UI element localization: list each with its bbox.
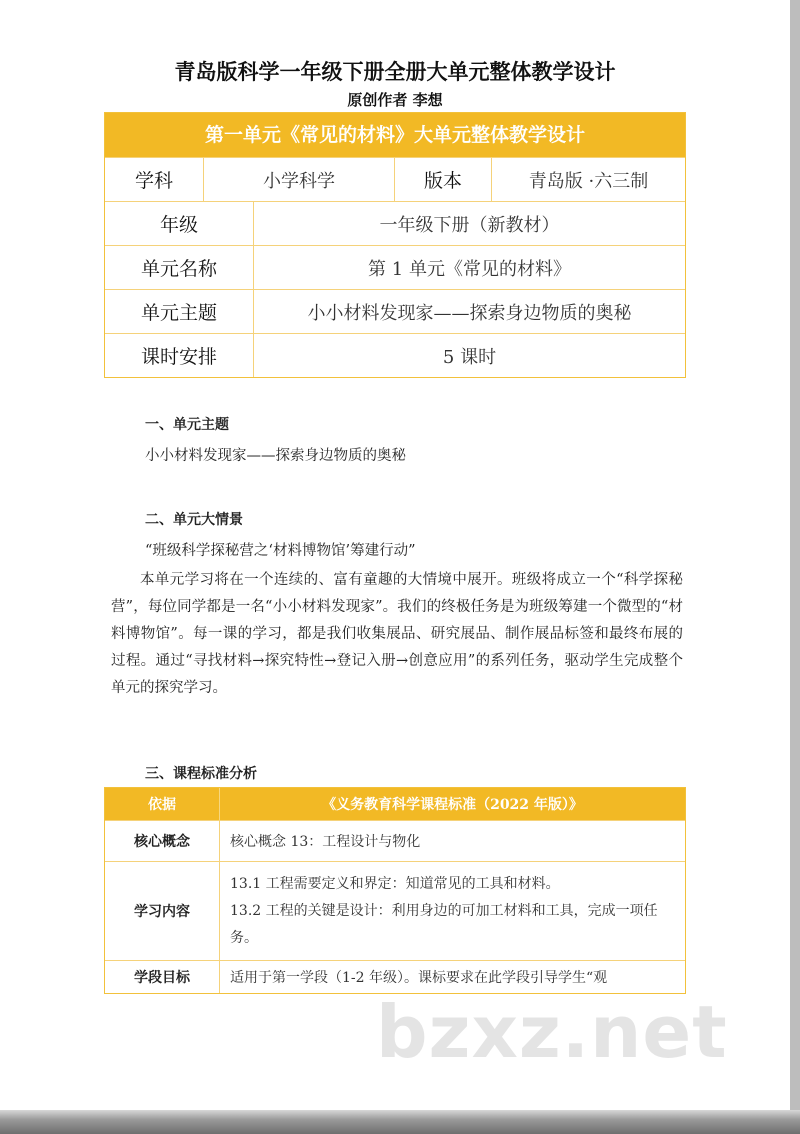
subject-value: 小学科学 <box>203 158 394 201</box>
edition-value: 青岛版 ·六三制 <box>491 158 685 201</box>
page-right-edge <box>790 0 800 1134</box>
learning-content-cell <box>219 862 685 960</box>
section-heading-standards: 三、课程标准分析 <box>145 766 257 782</box>
stage-goal-label: 学段目标 <box>134 970 190 986</box>
unit-name-label: 单元名称 <box>140 258 217 280</box>
unit-name-value: 第 1 单元《常见的材料》 <box>253 246 685 289</box>
table-row <box>105 960 685 993</box>
table-row <box>105 861 685 960</box>
learning-content-line-1: 13.1 工程需要定义和界定：知道常见的工具和材料。 <box>230 875 560 892</box>
unit-info-table <box>104 112 686 378</box>
section-theme-text: 小小材料发现家——探索身边物质的奥秘 <box>145 448 406 464</box>
document-title: 青岛版科学一年级下册全册大单元整体教学设计 <box>174 60 616 84</box>
learning-content-label: 学习内容 <box>134 904 190 920</box>
document-author: 原创作者 李想 <box>347 91 443 109</box>
schedule-label: 课时安排 <box>140 346 217 368</box>
table-row <box>105 157 685 201</box>
section-heading-theme: 一、单元主题 <box>145 417 229 433</box>
basis-label: 依据 <box>148 797 176 813</box>
section-heading-scenario: 二、单元大情景 <box>145 512 243 528</box>
table-row <box>105 289 685 333</box>
core-concept-label: 核心概念 <box>134 834 190 850</box>
edition-label: 版本 <box>394 158 491 201</box>
unit-table-heading: 第一单元《常见的材料》大单元整体教学设计 <box>105 113 685 157</box>
scenario-body: 本单元学习将在一个连续的、富有童趣的大情境中展开。班级将成立一个“科学探秘营”，每位同学都是一名“小小材料发现家”。我们的终极任务是为班级筹建一个微型的“材料博物馆”。每一课的学习，都是我们收集展品、研究展品、制作展品标签和最终布展的过程。通过“寻找材料→探究特性→登记入册→创意应用”的系列任务，驱动学生完成整个单元的探究学习。 <box>111 572 683 696</box>
learning-content-line-2: 13.2 工程的关键是设计：利用身边的可加工材料和工具，完成一项任务。 <box>230 902 658 946</box>
table-row <box>105 820 685 861</box>
basis-value: 《义务教育科学课程标准（2022 年版）》 <box>219 788 685 820</box>
site-watermark: bzxz.net <box>376 990 728 1074</box>
core-concept-value: 核心概念 13：工程设计与物化 <box>219 821 685 861</box>
table-row <box>105 245 685 289</box>
grade-label: 年级 <box>159 214 198 236</box>
grade-value: 一年级下册（新教材） <box>253 202 685 245</box>
table-row <box>105 201 685 245</box>
scenario-quote: “班级科学探秘营之‘材料博物馆’筹建行动” <box>145 543 416 559</box>
schedule-value: 5 课时 <box>253 334 685 377</box>
page-bottom-edge <box>0 1110 800 1134</box>
standards-table <box>104 787 686 994</box>
table-row <box>105 333 685 377</box>
unit-theme-label: 单元主题 <box>140 302 217 324</box>
table-row <box>105 788 685 820</box>
subject-label: 学科 <box>134 170 173 192</box>
stage-goal-value: 适用于第一学段（1-2 年级）。课标要求在此学段引导学生“观 <box>219 961 685 993</box>
unit-theme-value: 小小材料发现家——探索身边物质的奥秘 <box>253 290 685 333</box>
